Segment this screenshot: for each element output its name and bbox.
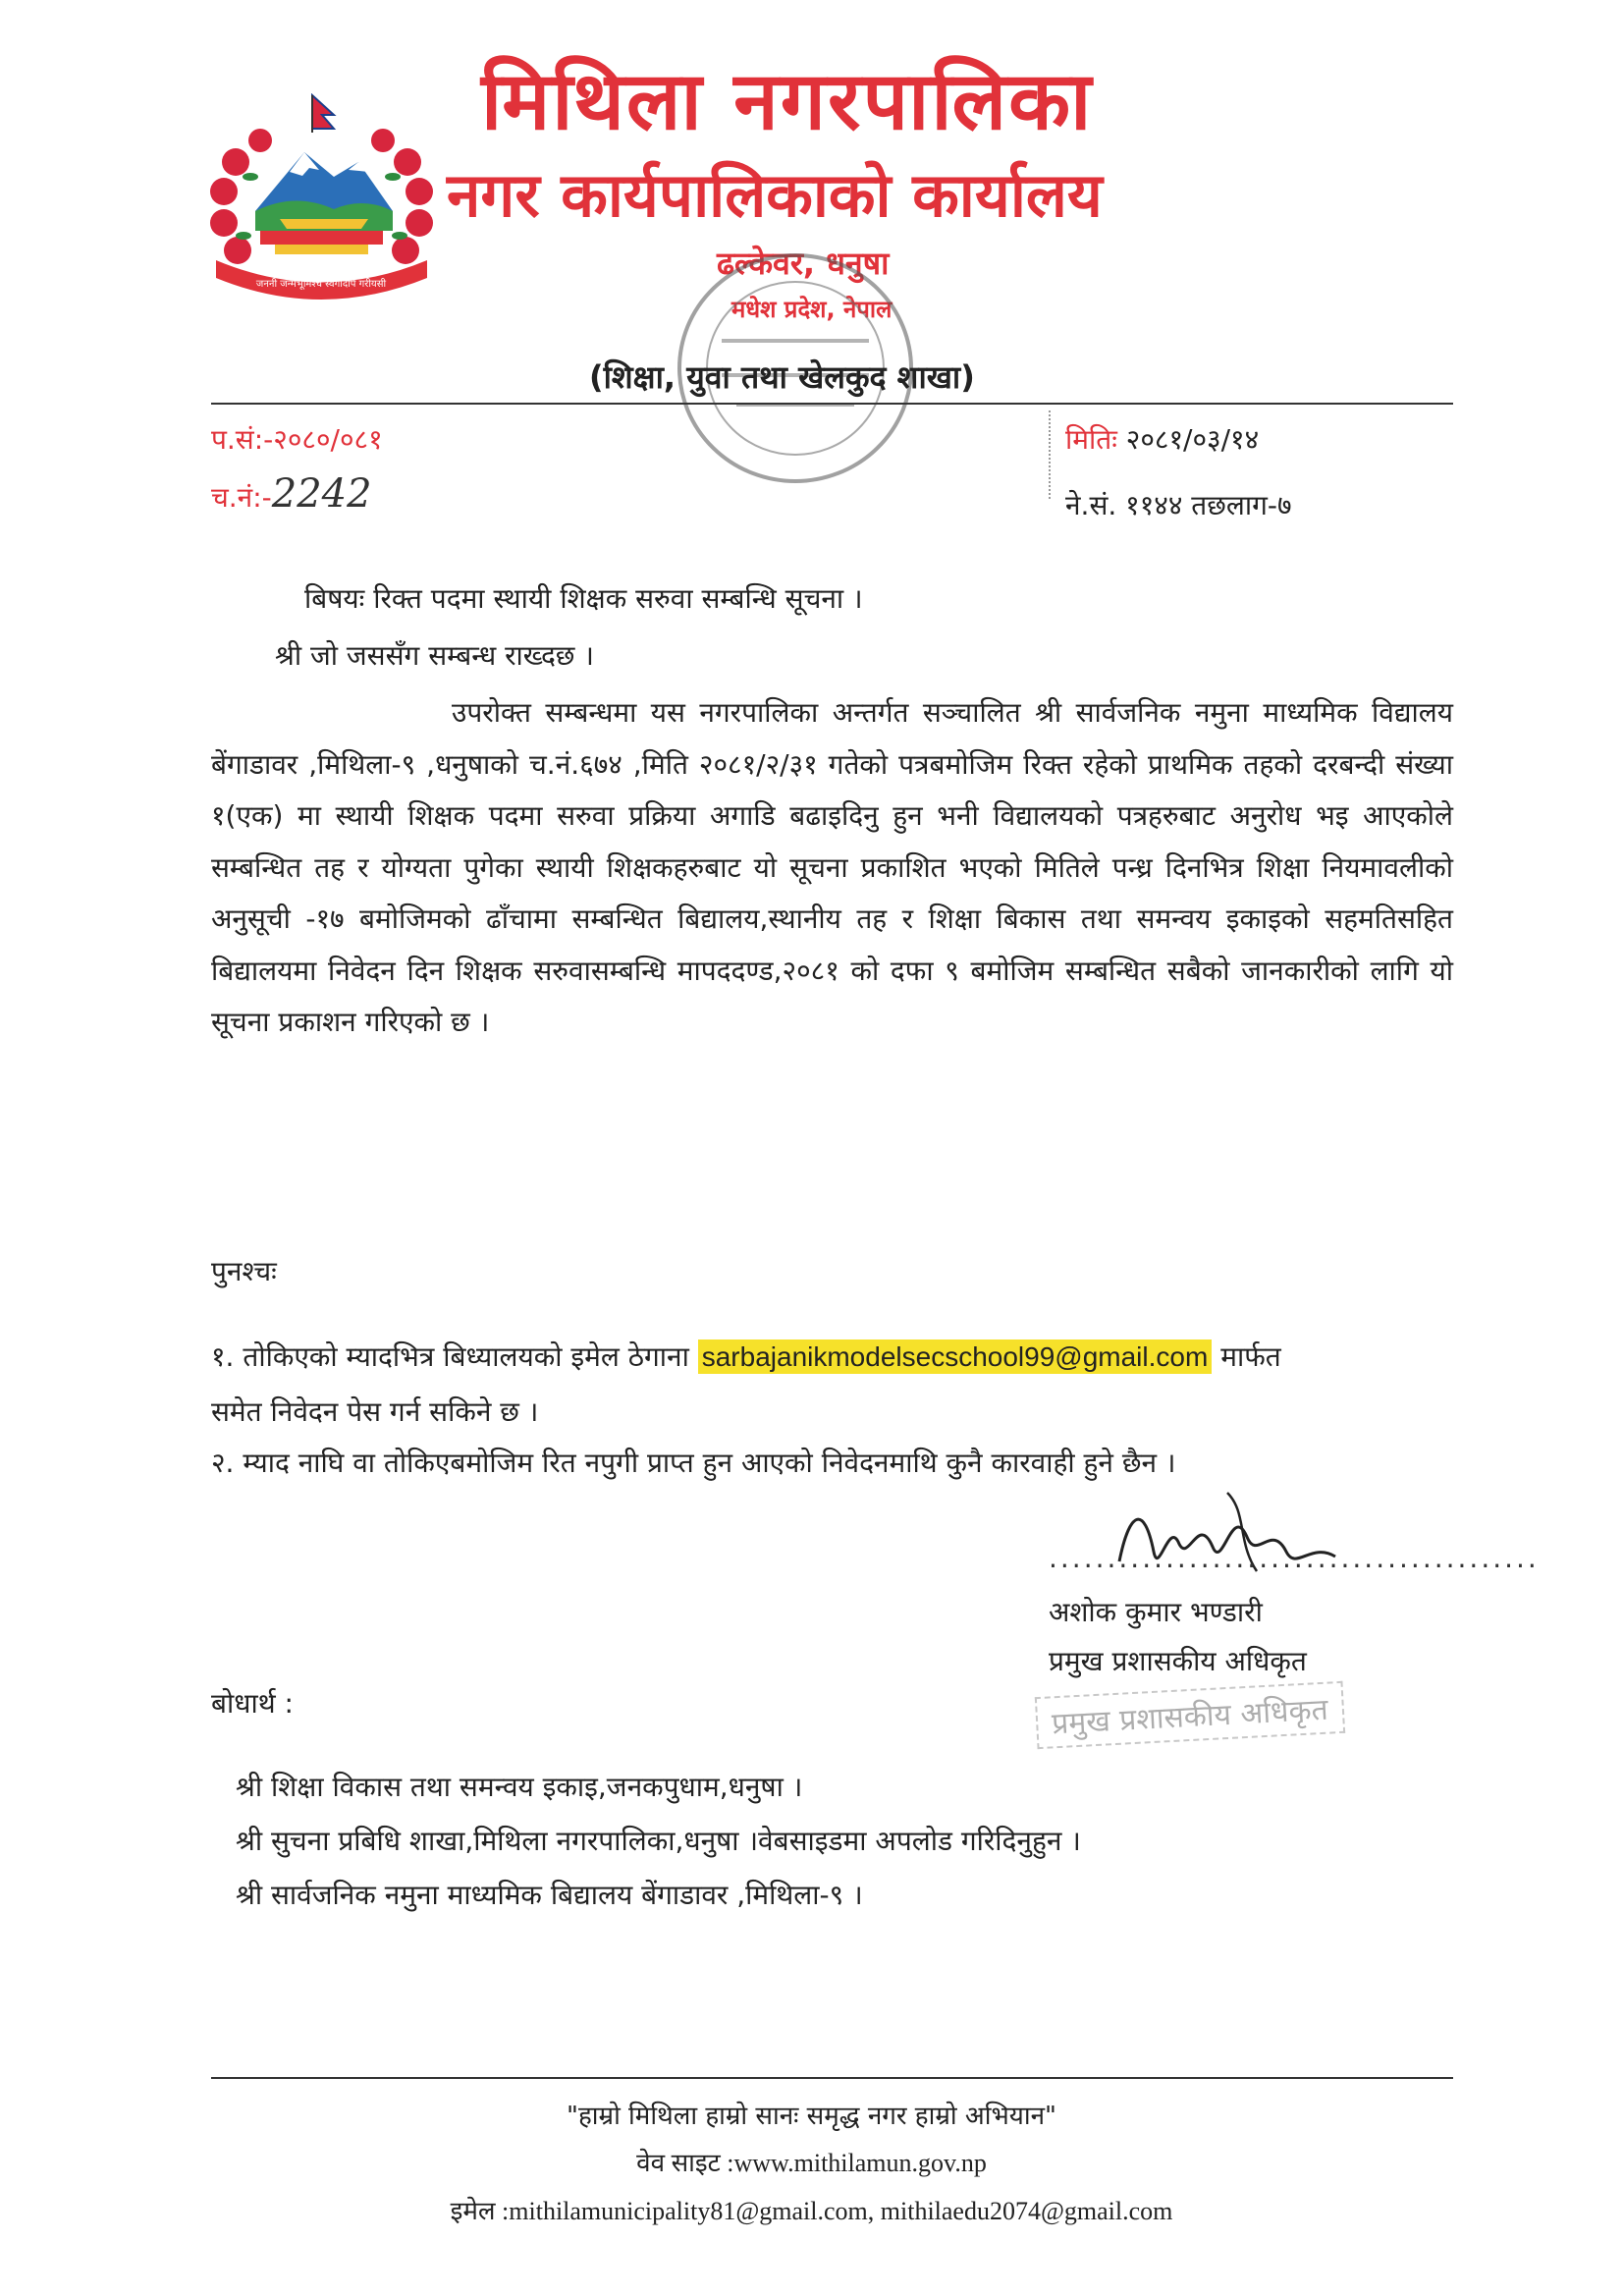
- reference-chalani-number: [211, 471, 372, 517]
- footer-email[interactable]: इमेल :mithilamunicipality81@gmail.com, mithilaedu2074@gmail.com: [450, 2197, 1173, 2225]
- note1-prefix: १. तोकिएको म्यादभित्र बिध्यालयको इमेल ठेगाना: [211, 1340, 689, 1373]
- reference-patra-sankhya: [211, 420, 383, 458]
- patra-label: प.सं:-: [211, 423, 274, 456]
- reference-separator: [1049, 410, 1051, 499]
- signatory-stamp: प्रमुख प्रशासकीय अधिकृत: [1035, 1681, 1345, 1749]
- date-label: मितिः: [1065, 423, 1117, 456]
- footer-slogan: "हाम्रो मिथिला हाम्रो सानः समृद्ध नगर हाम्रो अभियान": [567, 2102, 1056, 2131]
- municipality-title: मिथिला नगरपालिका: [481, 54, 1094, 148]
- svg-text:जननी जन्मभूमिश्च स्वर्गादपि गर: जननी जन्मभूमिश्च स्वर्गादपि गरीयसी: [255, 279, 387, 290]
- cc-heading: बोधार्थ :: [211, 1687, 294, 1720]
- postscript-note-1-continued: समेत निवेदन पेस गर्न सकिने छ ।: [211, 1395, 539, 1428]
- address-line-2: मधेश प्रदेश, नेपाल: [731, 296, 893, 323]
- signature-dots: ..........................................: [1049, 1542, 1540, 1574]
- emblem-icon: [196, 93, 447, 309]
- patra-value: २०८०/०८१: [273, 423, 383, 456]
- office-title: नगर कार्यपालिकाको कार्यालय: [447, 159, 1103, 231]
- footer-divider: [211, 2077, 1453, 2079]
- nepal-sambat-date: ने.सं. ११४४ तछलाग-७: [1065, 489, 1292, 521]
- notice-paragraph: उपरोक्त सम्बन्धमा यस नगरपालिका अन्तर्गत सञ्चालित श्री सार्वजनिक नमुना माध्यमिक विद्यालय बेंगाडावर ,मिथिला-९ ,धनुषाको च.नं.६७४ ,मिति २०८१/२/३१ गतेको पत्रबमोजिम रिक्त रहेको प्राथमिक तहको दरबन्दी संख्या १(एक) मा स्थायी शिक्षक पदमा सरुवा प्रक्रिया अगाडि बढाइदिनु हुन भनी विद्यालयको पत्रहरुबाट अनुरोध भइ आएकोले सम्बन्धित तह र योग्यता पुगेका स्थायी शिक्षकहरुबाट यो सूचना प्रकाशित भएको मितिले पन्ध्र दिनभित्र शिक्षा नियमावलीको अनुसूची -१७ बमोजिमको ढाँचामा सम्बन्धित बिद्यालय,स्थानीय तह र शिक्षा बिकास तथा समन्वय इकाइको सहमतिसहित बिद्यालयमा निवेदन दिन शिक्षक सरुवासम्बन्धि मापददण्ड,२०८१ को दफा ९ बमोजिम सम्बन्धित सबैको जानकारीको लागि यो सूचना प्रकाशन गरिएको छ ।: [211, 696, 1453, 1038]
- chalani-label: च.नं:-: [211, 481, 272, 514]
- postscript-note-1: [211, 1338, 1281, 1375]
- salutation: श्री जो जससँग सम्बन्ध राख्दछ ।: [275, 639, 594, 672]
- signatory-name: अशोक कुमार भण्डारी: [1049, 1596, 1263, 1628]
- date-line: [1065, 420, 1259, 458]
- cc-item: श्री शिक्षा विकास तथा समन्वय इकाइ,जनकपुधाम,धनुषा ।: [236, 1771, 803, 1803]
- footer-website[interactable]: वेव साइट :www.mithilamun.gov.np: [636, 2149, 987, 2177]
- address-line-1: ढल्केवर, धनुषा: [717, 245, 890, 282]
- cc-item: श्री सुचना प्रबिधि शाखा,मिथिला नगरपालिका,धनुषा ।वेबसाइडमा अपलोड गरिदिनुहुन ।: [236, 1825, 1081, 1857]
- postscript-heading: पुनश्चः: [211, 1255, 277, 1287]
- signature-icon: [1100, 1483, 1355, 1591]
- school-email-link[interactable]: sarbajanikmodelsecschool99@gmail.com: [698, 1339, 1213, 1374]
- branch-name: (शिक्षा, युवा तथा खेलकुद शाखा): [589, 358, 975, 396]
- signatory-post: प्रमुख प्रशासकीय अधिकृत: [1049, 1645, 1307, 1677]
- cc-item: श्री सार्वजनिक नमुना माध्यमिक बिद्यालय बेंगाडावर ,मिथिला-९ ।: [236, 1879, 863, 1911]
- header-divider: [211, 403, 1453, 405]
- note1-suffix: मार्फत: [1220, 1340, 1281, 1373]
- subject-line: बिषयः रिक्त पदमा स्थायी शिक्षक सरुवा सम्बन्धि सूचना ।: [304, 582, 863, 615]
- chalani-value: 2242: [271, 471, 372, 517]
- postscript-note-2: २. म्याद नाघि वा तोकिएबमोजिम रित नपुगी प्राप्त हुन आएको निवेदनमाथि कुनै कारवाही हुने छैन ।: [211, 1447, 1176, 1479]
- date-value: २०८१/०३/१४: [1125, 423, 1260, 456]
